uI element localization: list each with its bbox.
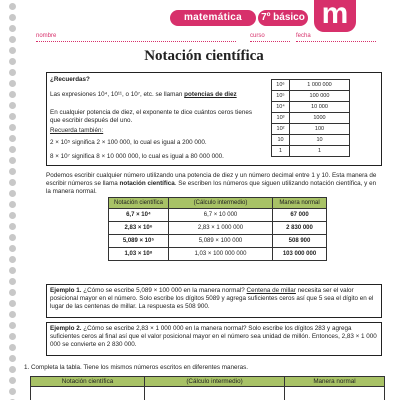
intermediate-cell: 6,7 × 10 000 (169, 209, 273, 222)
power-cell: 10⁴ (272, 102, 290, 113)
recuerdas-heading: ¿Recuerdas? (50, 76, 90, 83)
exercise-table (30, 376, 385, 400)
powers-row (272, 135, 350, 146)
power-value-cell: 100 (290, 124, 350, 135)
power-value-cell: 10 000 (290, 102, 350, 113)
date-field[interactable] (296, 33, 376, 42)
conversion-header-normal: Manera normal (273, 198, 327, 209)
powers-table (271, 79, 350, 157)
potencias-label: potencias de diez (184, 91, 237, 98)
intermediate-cell: 1,03 × 100 000 000 (169, 248, 273, 261)
scientific-cell: 1,03 × 10⁸ (109, 248, 169, 261)
scientific-cell: 6,7 × 10⁴ (109, 209, 169, 222)
potencia-line: En cualquier potencia de diez, el exponente te dice cuántos ceros tienes que escribir después del uno. (50, 109, 252, 124)
powers-row (272, 113, 350, 124)
power-cell: 1 (272, 146, 290, 157)
power-cell: 10 (272, 135, 290, 146)
normal-cell: 67 000 (273, 209, 327, 222)
scientific-cell: 2,83 × 10⁶ (109, 222, 169, 235)
recuerda-box (46, 72, 382, 166)
expressions-text: Las expresiones 10⁴, 10¹¹, o 10⁷, etc. se llaman (50, 91, 183, 98)
course-field[interactable] (250, 33, 290, 42)
grade-badge: 7º básico (258, 10, 308, 26)
exercise-instruction: 1. Completa la tabla. Tiene los mismos números escritos en diferentes maneras. (24, 364, 248, 371)
intermediate-cell: 5,089 × 100 000 (169, 235, 273, 248)
power-cell: 10⁶ (272, 80, 290, 91)
conversion-row (109, 235, 327, 248)
power-value-cell: 100 000 (290, 91, 350, 102)
exercise-cell[interactable] (31, 387, 145, 400)
page-title: Notación científica (144, 48, 264, 64)
example-1-pre: ¿Cómo se escribe 5,089 × 100 000 en la manera normal? (83, 287, 245, 294)
power-cell: 10⁵ (272, 91, 290, 102)
brand-logo: m (314, 0, 356, 32)
expressions-line (50, 91, 270, 99)
exercise-header-intermediate: (Cálculo intermedio) (145, 377, 285, 387)
subject-badge: matemática (170, 10, 256, 26)
power-cell: 10² (272, 124, 290, 135)
student-fields (24, 33, 382, 43)
binder-dots (4, 0, 20, 400)
scientific-cell: 5,089 × 10⁵ (109, 235, 169, 248)
powers-row (272, 146, 350, 157)
power-value-cell: 1 000 000 (290, 80, 350, 91)
power-value-cell: 10 (290, 135, 350, 146)
example-2-label: Ejemplo 2. (50, 325, 82, 332)
recuerda-tambien: Recuerda también: (50, 127, 104, 134)
power-value-cell: 1000 (290, 113, 350, 124)
example-1-post: necesita ser el valor posicional mayor en el número. Solo escribe los dígitos 5089 y agrega suficientes ceros así que 5 sea el dígito en el lugar de las centenas de millar. La respuesta es 508 900. (50, 287, 374, 310)
powers-row (272, 80, 350, 91)
powers-row (272, 91, 350, 102)
exercise-cell[interactable] (145, 387, 285, 400)
normal-cell: 2 830 000 (273, 222, 327, 235)
example-1-box (46, 284, 382, 318)
exercise-cell[interactable] (285, 387, 385, 400)
conversion-row (109, 209, 327, 222)
exercise-header-scientific: Notación científica (31, 377, 145, 387)
name-label: nombre (36, 33, 57, 39)
intro-bold: notación científica (119, 180, 175, 187)
intermediate-cell: 2,83 × 1 000 000 (169, 222, 273, 235)
normal-cell: 103 000 000 (273, 248, 327, 261)
intro-post: . Se escriben los números que siguen utilizando notación científica, y en la manera normal. (46, 180, 377, 195)
example-2-text: ¿Cómo se escribe 2,83 × 1 000 000 en la manera normal? Solo escribe los dígitos 283 y agrega suficientes ceros al final así que el valor posicional mayor en el número sea unidad de millón. Entonces, 2,83 × 1 000 000 se convierte en 2 830 000. (50, 325, 377, 348)
intro-paragraph (46, 172, 382, 196)
example-a: 2 × 10⁵ significa 2 × 100 000, lo cual es igual a 200 000. (50, 139, 207, 146)
conversion-table (108, 197, 327, 261)
worksheet-header (24, 0, 400, 30)
example-1-underline: Centena de millar (246, 287, 296, 294)
example-1-label: Ejemplo 1. (50, 287, 82, 294)
powers-row (272, 102, 350, 113)
conversion-row (109, 222, 327, 235)
power-value-cell: 1 (290, 146, 350, 157)
exercise-header-normal: Manera normal (285, 377, 385, 387)
normal-cell: 508 900 (273, 235, 327, 248)
course-label: curso (250, 33, 265, 39)
intro-pre: Podemos escribir cualquier número utilizando una potencia de diez y un número decimal entre 1 y 10. Esta manera de escribir números se llama (46, 172, 377, 187)
example-2-box (46, 322, 382, 356)
conversion-header-intermediate: (Cálculo intermedio) (169, 198, 273, 209)
conversion-row (109, 248, 327, 261)
conversion-header-scientific: Notación científica (109, 198, 169, 209)
power-cell: 10³ (272, 113, 290, 124)
date-label: fecha (296, 33, 311, 39)
powers-row (272, 124, 350, 135)
name-field[interactable] (36, 33, 236, 42)
example-b: 8 × 10⁷ significa 8 × 10 000 000, lo cual es igual a 80 000 000. (50, 153, 224, 160)
